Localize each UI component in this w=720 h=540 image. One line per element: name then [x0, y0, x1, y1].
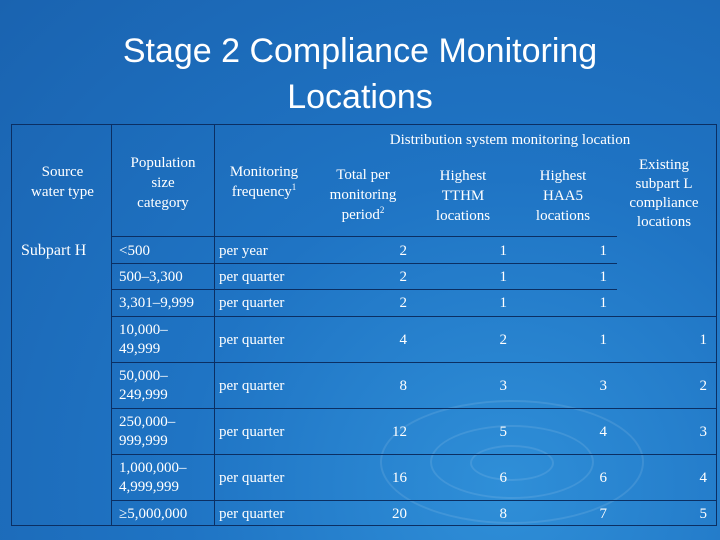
column-divider — [214, 125, 215, 526]
existing-subpart-l: 1 — [699, 331, 707, 348]
total-per-period: 8 — [399, 377, 407, 394]
highest-tthm: 6 — [499, 469, 507, 486]
row-divider — [111, 408, 716, 409]
header-existing-subpart-l: Existing subpart L compliance locations — [629, 157, 699, 230]
total-per-period: 2 — [399, 294, 407, 311]
monitoring-frequency: per quarter — [219, 268, 285, 285]
total-per-period: 4 — [399, 331, 407, 348]
highest-tthm: 2 — [499, 331, 507, 348]
population-category: 10,000– 49,999 — [119, 322, 168, 357]
monitoring-frequency: per year — [219, 242, 268, 259]
monitoring-frequency: per quarter — [219, 377, 285, 394]
population-category: 50,000– 249,999 — [119, 368, 168, 403]
highest-haa5: 1 — [599, 331, 607, 348]
population-category: 500–3,300 — [119, 268, 183, 285]
row-divider — [111, 289, 617, 290]
source-water-type: Subpart H — [21, 242, 87, 259]
highest-haa5: 4 — [599, 423, 607, 440]
header-population-size: Population size category — [130, 155, 196, 211]
slide-title — [0, 28, 720, 120]
population-category: 3,301–9,999 — [119, 294, 194, 311]
highest-haa5: 3 — [599, 377, 607, 394]
highest-haa5: 1 — [599, 268, 607, 285]
population-category: 250,000– 999,999 — [119, 414, 176, 449]
population-category: ≥5,000,000 — [119, 505, 188, 522]
header-monitoring-frequency: Monitoring frequency$^1$ — [229, 164, 299, 200]
population-category: 1,000,000– 4,999,999 — [119, 460, 187, 495]
total-per-period: 12 — [392, 423, 407, 440]
highest-haa5: 1 — [599, 294, 607, 311]
monitoring-frequency: per quarter — [219, 505, 285, 522]
population-category: <500 — [119, 242, 150, 259]
title-line-2: Locations — [287, 78, 433, 116]
monitoring-frequency: per quarter — [219, 423, 285, 440]
row-divider — [111, 263, 617, 264]
header-source-water-type: Source water type — [31, 164, 94, 200]
group-header: Distribution system monitoring location — [389, 132, 631, 148]
row-divider — [111, 236, 617, 237]
highest-haa5: 6 — [599, 469, 607, 486]
footnote-marker: 1 — [291, 182, 297, 192]
row-divider — [111, 316, 716, 317]
header-highest-haa5: Highest HAA5 locations — [535, 168, 591, 224]
existing-subpart-l: 2 — [699, 377, 707, 394]
highest-tthm: 1 — [499, 242, 507, 259]
highest-haa5: 1 — [599, 242, 607, 259]
total-per-period: 2 — [399, 242, 407, 259]
existing-subpart-l: 3 — [699, 423, 707, 440]
row-divider — [111, 362, 716, 363]
total-per-period: 2 — [399, 268, 407, 285]
existing-subpart-l: 4 — [699, 469, 707, 486]
highest-haa5: 7 — [599, 505, 607, 522]
highest-tthm: 8 — [499, 505, 507, 522]
highest-tthm: 1 — [499, 268, 507, 285]
existing-subpart-l: 5 — [699, 505, 707, 522]
monitoring-frequency: per quarter — [219, 331, 285, 348]
header-highest-tthm: Highest TTHM locations — [435, 168, 491, 224]
row-divider — [111, 500, 716, 501]
highest-tthm: 3 — [499, 377, 507, 394]
monitoring-frequency: per quarter — [219, 469, 285, 486]
total-per-period: 16 — [392, 469, 407, 486]
highest-tthm: 5 — [499, 423, 507, 440]
footnote-marker: 2 — [379, 205, 385, 215]
highest-tthm: 1 — [499, 294, 507, 311]
row-divider — [111, 454, 716, 455]
header-total-per-period: Total per monitoring period$^2$ — [329, 167, 397, 223]
monitoring-frequency: per quarter — [219, 294, 285, 311]
total-per-period: 20 — [392, 505, 407, 522]
title-line-1: Stage 2 Compliance Monitoring — [122, 32, 598, 70]
